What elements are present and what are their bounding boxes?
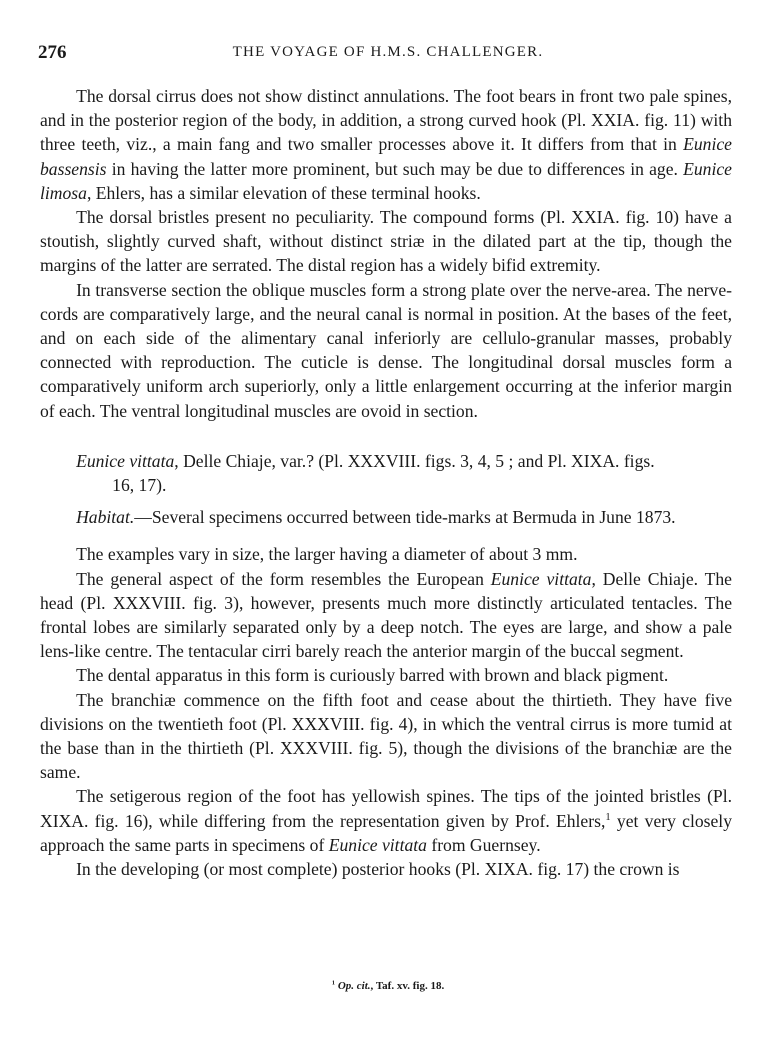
page-body xyxy=(40,84,732,881)
paragraph-dorsal-cirrus xyxy=(40,84,732,205)
footnote-mark: 1 xyxy=(331,979,336,987)
species-name: Eunice vittata xyxy=(76,450,175,471)
paragraph-dorsal-bristles: The dorsal bristles present no peculiarity. The compound forms (Pl. XXIA. fig. 10) have a stoutish, slightly curved shaft, without distinct striæ in the dilated part at the tip, though the margins of the latter are serrated. The distal region has a widely bifid extremity. xyxy=(40,207,732,276)
species-name: Eunice bassensis xyxy=(40,134,732,179)
text-run: , Delle Chiaje. The head (Pl. XXXVIII. fig. 3), however, presents much more distinctly articulated tentacles. The frontal lobes are similarly separated only by a deep notch. The eyes are large, and show a pale lens-like centre. The tentacular cirri barely reach the anterior margin of the buccal segment. xyxy=(40,568,732,662)
text-run: 16, 17). xyxy=(112,475,167,496)
paragraph-transverse-section: In transverse section the oblique muscles form a strong plate over the nerve-area. The nerve-cords are comparatively large, and the neural canal is normal in position. At the bases of the feet, and on each side of the alimentary canal inferiorly are cellulo-granular masses, probably connected with reproduction. The cuticle is dense. The longitudinal dorsal muscles form a comparatively uniform arch superiorly, only a little enlargement occurring at the inferior margin of each. The ventral longitudinal muscles are ovoid in section. xyxy=(40,279,732,421)
paragraph-setigerous-region xyxy=(40,784,732,857)
text-run: , Delle Chiaje, var.? (Pl. XXXVIII. figs. 3, 4, 5 ; and Pl. XIXA. figs. xyxy=(174,450,655,471)
footnote-marker: 1 xyxy=(605,811,611,823)
habitat-line xyxy=(40,505,732,529)
text-run: The general aspect of the form resembles the European xyxy=(76,568,491,589)
species-name: Eunice vittata xyxy=(328,834,427,855)
paragraph-dental-apparatus: The dental apparatus in this form is curiously barred with brown and black pigment. xyxy=(76,665,669,686)
text-run: , Ehlers, has a similar elevation of these terminal hooks. xyxy=(86,182,481,203)
text-run: The dorsal cirrus does not show distinct annulations. The foot bears in front two pale spines, and in the posterior region of the body, in addition, a strong curved hook (Pl. XXIA. fig. 11) with three teeth, viz., a main fang and two smaller processes above it. It differs from that in xyxy=(40,86,732,155)
text-run: in having the latter more prominent, but such may be due to differences in age. xyxy=(106,158,684,179)
text-run: from Guernsey. xyxy=(426,834,541,855)
paragraph-branchiae: The branchiæ commence on the fifth foot and cease about the thirtieth. They have five divisions on the twentieth foot (Pl. XXXVIII. fig. 4), in which the ventral cirrus is more tumid at the base than in the thirtieth (Pl. XXXVIII. fig. 5), though the divisions of the branchiæ are the same. xyxy=(40,689,732,783)
text-run: The setigerous region of the foot has yellowish spines. The tips of the jointed bristles (Pl. XIXA. fig. 16), while differing from the representation given by Prof. Ehlers, xyxy=(40,786,732,831)
paragraph-general-aspect xyxy=(40,567,732,664)
species-heading xyxy=(40,449,732,497)
footnote-reference: Op. cit. xyxy=(337,980,371,992)
species-name: Eunice vittata xyxy=(490,568,592,589)
footnote-text: , Taf. xv. fig. 18. xyxy=(370,980,445,992)
habitat-label: Habitat. xyxy=(76,507,135,528)
species-name: Eunice limosa xyxy=(40,158,732,203)
page-number: 276 xyxy=(38,42,67,63)
footnote xyxy=(0,980,776,992)
running-title: THE VOYAGE OF H.M.S. CHALLENGER. xyxy=(232,44,544,60)
text-run: —Several specimens occurred between tide-marks at Bermuda in June 1873. xyxy=(134,507,676,528)
page-header xyxy=(38,42,738,66)
paragraph-examples: The examples vary in size, the larger having a diameter of about 3 mm. xyxy=(76,544,578,565)
paragraph-posterior-hooks: In the developing (or most complete) posterior hooks (Pl. XIXA. fig. 17) the crown is xyxy=(76,859,680,880)
text-run: yet very closely approach the same parts in specimens of xyxy=(40,810,732,855)
